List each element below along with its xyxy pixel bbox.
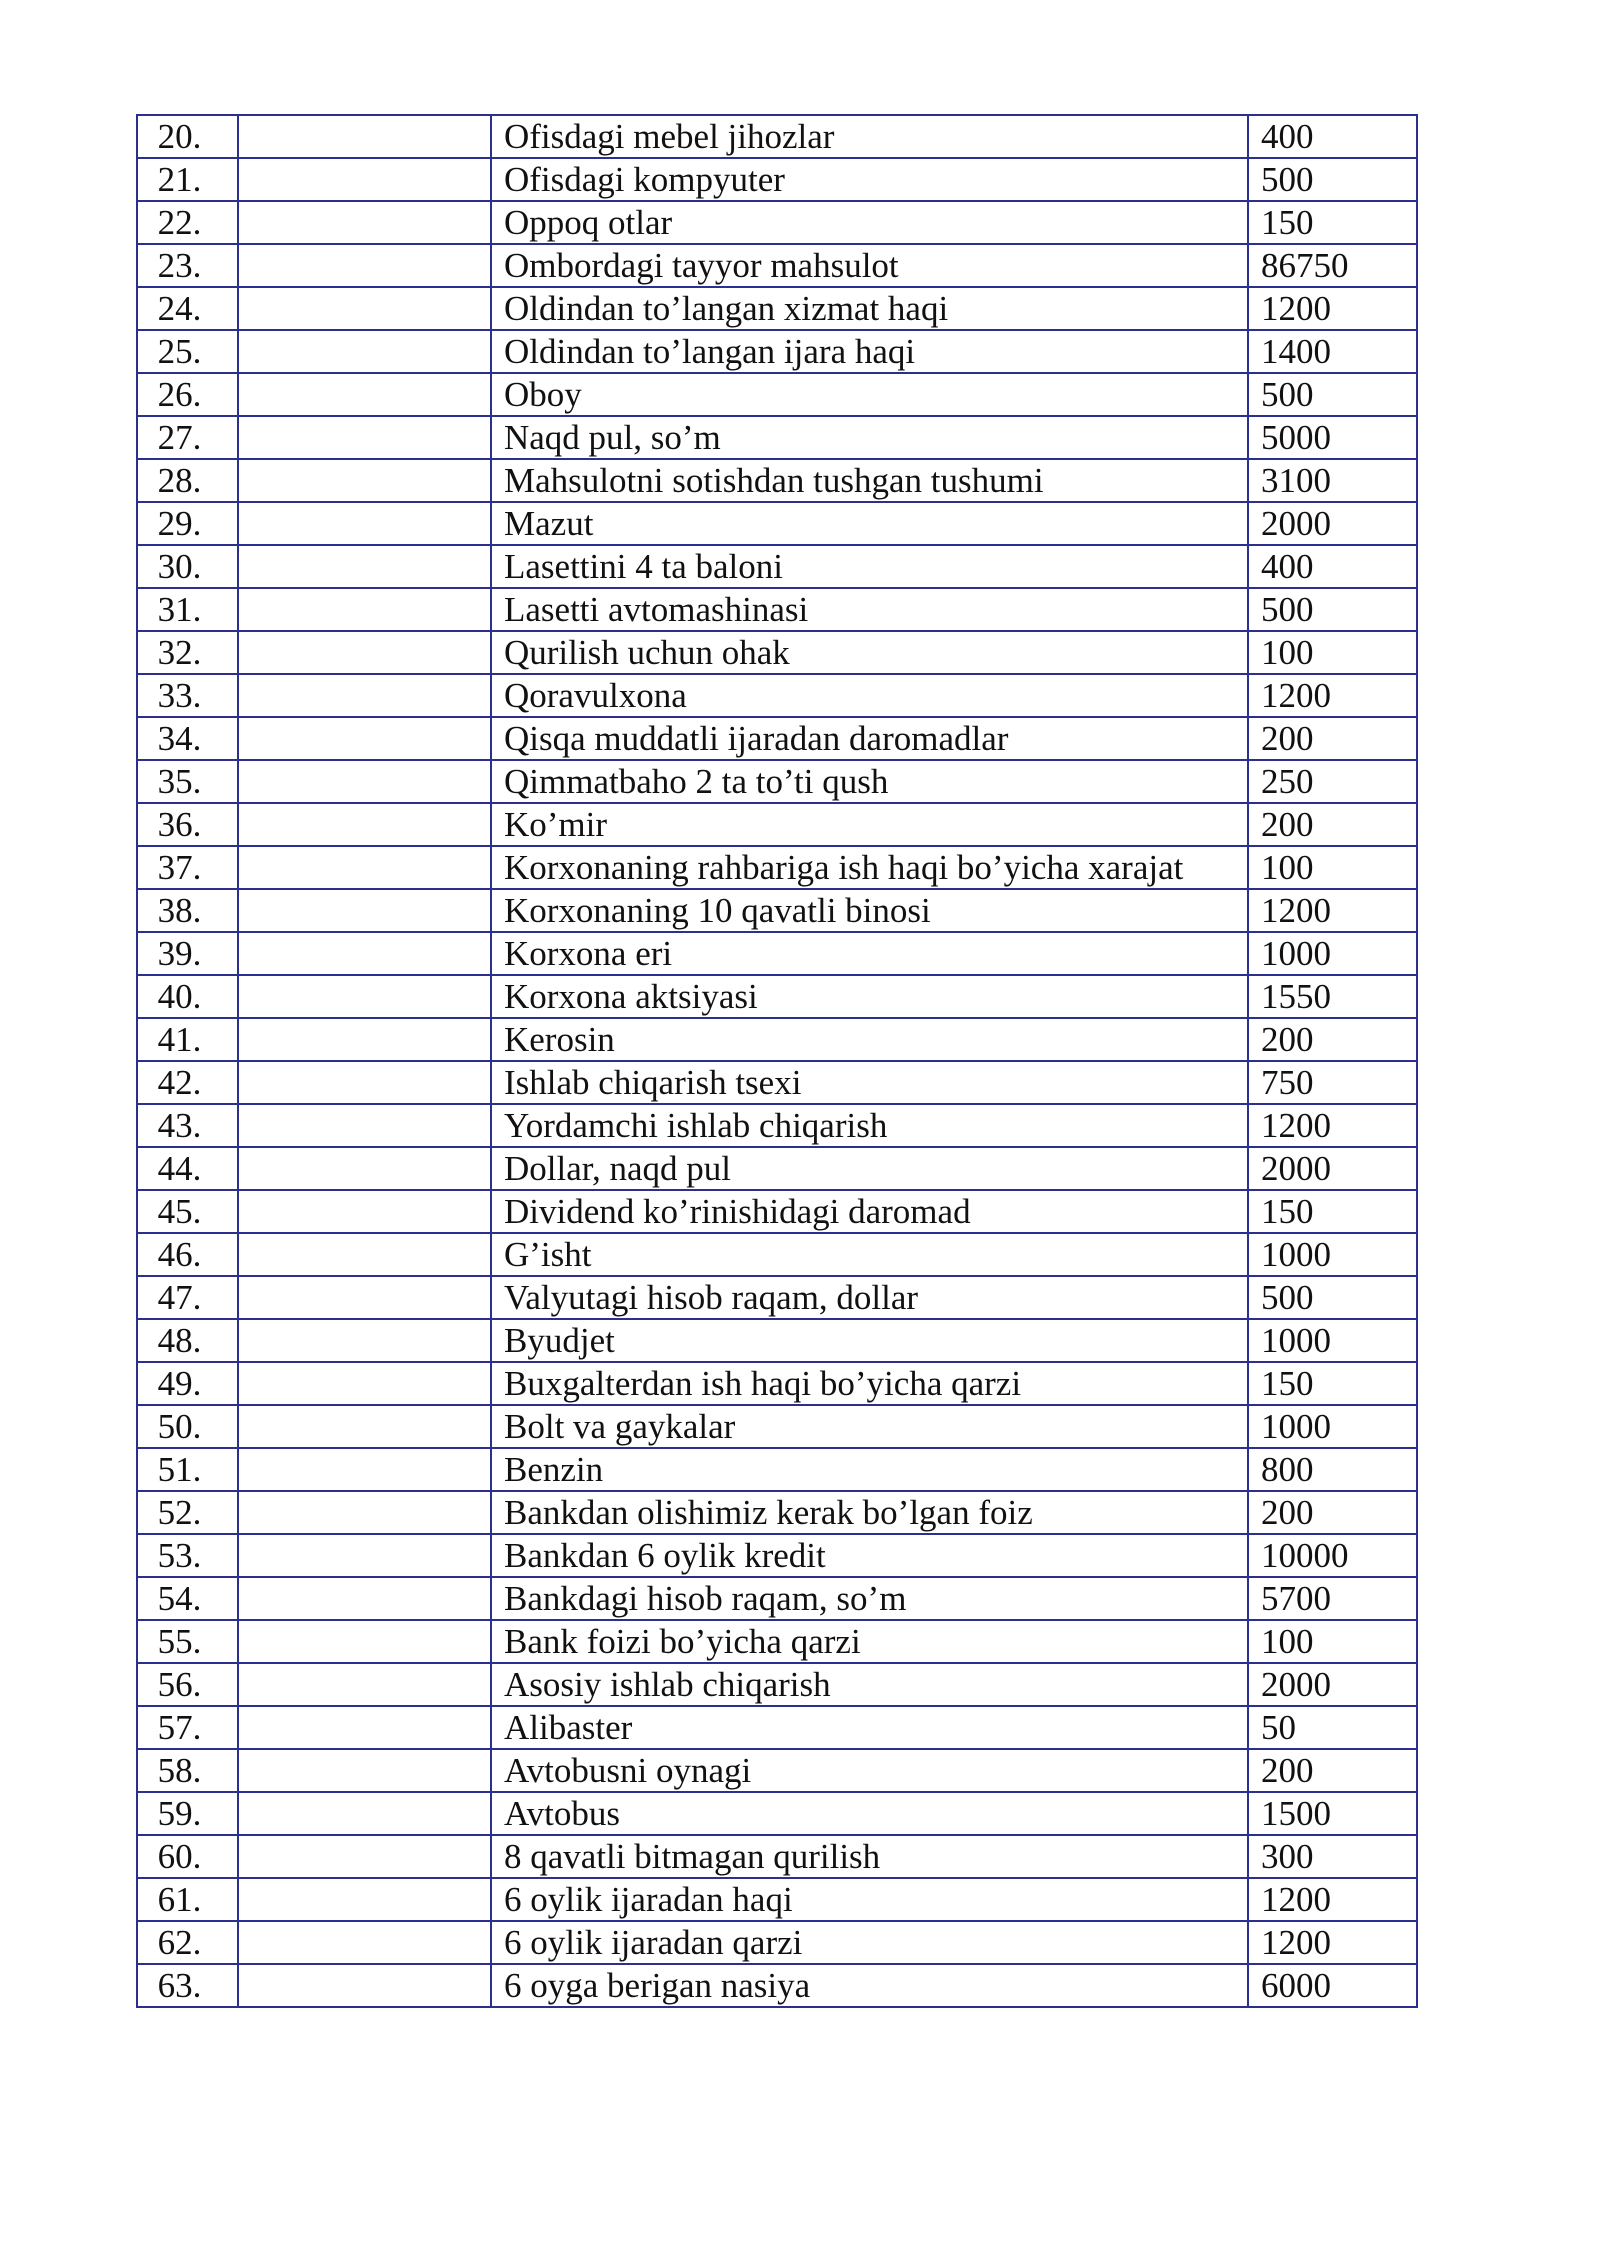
item-name: Bank foizi bo’yicha qarzi <box>491 1620 1248 1663</box>
item-name: 6 oylik ijaradan qarzi <box>491 1921 1248 1964</box>
empty-cell <box>238 1147 491 1190</box>
empty-cell <box>238 1061 491 1104</box>
row-number: 25. <box>137 330 238 373</box>
table-row <box>137 1749 1417 1792</box>
row-number: 29. <box>137 502 238 545</box>
table-row <box>137 373 1417 416</box>
empty-cell <box>238 201 491 244</box>
row-number: 53. <box>137 1534 238 1577</box>
table-row <box>137 1104 1417 1147</box>
table-row <box>137 1147 1417 1190</box>
item-name: Yordamchi ishlab chiqarish <box>491 1104 1248 1147</box>
row-number: 52. <box>137 1491 238 1534</box>
empty-cell <box>238 416 491 459</box>
item-name: Qisqa muddatli ijaradan daromadlar <box>491 717 1248 760</box>
table-row <box>137 1319 1417 1362</box>
empty-cell <box>238 1534 491 1577</box>
item-name: Byudjet <box>491 1319 1248 1362</box>
item-name: Oppoq otlar <box>491 201 1248 244</box>
table-row <box>137 1405 1417 1448</box>
table-row <box>137 1620 1417 1663</box>
item-name: Dollar, naqd pul <box>491 1147 1248 1190</box>
row-number: 33. <box>137 674 238 717</box>
empty-cell <box>238 459 491 502</box>
empty-cell <box>238 803 491 846</box>
table-row <box>137 1964 1417 2007</box>
row-number: 21. <box>137 158 238 201</box>
item-name: Oldindan to’langan xizmat haqi <box>491 287 1248 330</box>
item-value: 200 <box>1248 1491 1417 1534</box>
item-name: Avtobus <box>491 1792 1248 1835</box>
item-value: 1200 <box>1248 1878 1417 1921</box>
item-name: Dividend ko’rinishidagi daromad <box>491 1190 1248 1233</box>
row-number: 41. <box>137 1018 238 1061</box>
item-name: Qurilish uchun ohak <box>491 631 1248 674</box>
item-name: Valyutagi hisob raqam, dollar <box>491 1276 1248 1319</box>
empty-cell <box>238 1792 491 1835</box>
item-name: Kerosin <box>491 1018 1248 1061</box>
item-value: 2000 <box>1248 502 1417 545</box>
item-value: 2000 <box>1248 1663 1417 1706</box>
table-row <box>137 115 1417 158</box>
row-number: 58. <box>137 1749 238 1792</box>
row-number: 50. <box>137 1405 238 1448</box>
row-number: 43. <box>137 1104 238 1147</box>
item-value: 3100 <box>1248 459 1417 502</box>
items-table <box>136 114 1418 2008</box>
empty-cell <box>238 932 491 975</box>
item-value: 150 <box>1248 201 1417 244</box>
table-row <box>137 1878 1417 1921</box>
item-value: 1000 <box>1248 932 1417 975</box>
table-row <box>137 1706 1417 1749</box>
table-row <box>137 1362 1417 1405</box>
item-name: Oboy <box>491 373 1248 416</box>
item-name: Korxonaning 10 qavatli binosi <box>491 889 1248 932</box>
item-value: 1200 <box>1248 889 1417 932</box>
table-row <box>137 1835 1417 1878</box>
item-value: 1000 <box>1248 1405 1417 1448</box>
item-value: 5700 <box>1248 1577 1417 1620</box>
table-row <box>137 846 1417 889</box>
empty-cell <box>238 502 491 545</box>
empty-cell <box>238 631 491 674</box>
item-name: 8 qavatli bitmagan qurilish <box>491 1835 1248 1878</box>
empty-cell <box>238 1190 491 1233</box>
items-table-body <box>137 115 1417 2007</box>
item-value: 150 <box>1248 1362 1417 1405</box>
table-row <box>137 1921 1417 1964</box>
item-value: 500 <box>1248 373 1417 416</box>
item-value: 200 <box>1248 803 1417 846</box>
table-row <box>137 674 1417 717</box>
item-name: Benzin <box>491 1448 1248 1491</box>
item-value: 1200 <box>1248 1921 1417 1964</box>
table-row <box>137 631 1417 674</box>
row-number: 36. <box>137 803 238 846</box>
row-number: 31. <box>137 588 238 631</box>
item-value: 500 <box>1248 158 1417 201</box>
item-name: Oldindan to’langan ijara haqi <box>491 330 1248 373</box>
table-row <box>137 588 1417 631</box>
item-value: 100 <box>1248 631 1417 674</box>
row-number: 54. <box>137 1577 238 1620</box>
item-name: Alibaster <box>491 1706 1248 1749</box>
item-value: 1400 <box>1248 330 1417 373</box>
item-name: Bolt va gaykalar <box>491 1405 1248 1448</box>
empty-cell <box>238 674 491 717</box>
table-row <box>137 1792 1417 1835</box>
row-number: 63. <box>137 1964 238 2007</box>
empty-cell <box>238 1362 491 1405</box>
row-number: 49. <box>137 1362 238 1405</box>
item-value: 50 <box>1248 1706 1417 1749</box>
item-value: 100 <box>1248 1620 1417 1663</box>
item-value: 100 <box>1248 846 1417 889</box>
empty-cell <box>238 545 491 588</box>
item-value: 10000 <box>1248 1534 1417 1577</box>
item-value: 5000 <box>1248 416 1417 459</box>
empty-cell <box>238 373 491 416</box>
item-name: Ko’mir <box>491 803 1248 846</box>
empty-cell <box>238 1491 491 1534</box>
item-name: Lasetti avtomashinasi <box>491 588 1248 631</box>
empty-cell <box>238 889 491 932</box>
table-row <box>137 459 1417 502</box>
table-row <box>137 330 1417 373</box>
row-number: 45. <box>137 1190 238 1233</box>
item-name: Buxgalterdan ish haqi bo’yicha qarzi <box>491 1362 1248 1405</box>
row-number: 42. <box>137 1061 238 1104</box>
item-value: 1500 <box>1248 1792 1417 1835</box>
row-number: 26. <box>137 373 238 416</box>
empty-cell <box>238 1319 491 1362</box>
item-value: 1550 <box>1248 975 1417 1018</box>
item-value: 500 <box>1248 588 1417 631</box>
table-row <box>137 1577 1417 1620</box>
empty-cell <box>238 975 491 1018</box>
empty-cell <box>238 1835 491 1878</box>
table-row <box>137 932 1417 975</box>
empty-cell <box>238 846 491 889</box>
row-number: 51. <box>137 1448 238 1491</box>
item-value: 300 <box>1248 1835 1417 1878</box>
empty-cell <box>238 1706 491 1749</box>
table-row <box>137 1233 1417 1276</box>
item-name: Korxonaning rahbariga ish haqi bo’yicha xarajat <box>491 846 1248 889</box>
item-value: 1000 <box>1248 1319 1417 1362</box>
item-value: 200 <box>1248 717 1417 760</box>
empty-cell <box>238 158 491 201</box>
item-name: Ishlab chiqarish tsexi <box>491 1061 1248 1104</box>
table-row <box>137 1018 1417 1061</box>
item-name: Mahsulotni sotishdan tushgan tushumi <box>491 459 1248 502</box>
row-number: 28. <box>137 459 238 502</box>
item-value: 800 <box>1248 1448 1417 1491</box>
item-name: Lasettini 4 ta baloni <box>491 545 1248 588</box>
table-row <box>137 1276 1417 1319</box>
item-value: 86750 <box>1248 244 1417 287</box>
row-number: 24. <box>137 287 238 330</box>
item-name: Qoravulxona <box>491 674 1248 717</box>
table-row <box>137 287 1417 330</box>
item-name: Bankdan 6 oylik kredit <box>491 1534 1248 1577</box>
empty-cell <box>238 1233 491 1276</box>
table-row <box>137 717 1417 760</box>
empty-cell <box>238 1276 491 1319</box>
item-value: 400 <box>1248 115 1417 158</box>
row-number: 27. <box>137 416 238 459</box>
item-value: 1200 <box>1248 674 1417 717</box>
row-number: 61. <box>137 1878 238 1921</box>
empty-cell <box>238 1104 491 1147</box>
item-value: 200 <box>1248 1018 1417 1061</box>
table-row <box>137 416 1417 459</box>
table-row <box>137 1448 1417 1491</box>
empty-cell <box>238 1663 491 1706</box>
table-row <box>137 1663 1417 1706</box>
table-row <box>137 1190 1417 1233</box>
item-value: 6000 <box>1248 1964 1417 2007</box>
row-number: 35. <box>137 760 238 803</box>
table-row <box>137 1534 1417 1577</box>
item-name: 6 oylik ijaradan haqi <box>491 1878 1248 1921</box>
empty-cell <box>238 1620 491 1663</box>
item-value: 2000 <box>1248 1147 1417 1190</box>
item-value: 150 <box>1248 1190 1417 1233</box>
row-number: 59. <box>137 1792 238 1835</box>
empty-cell <box>238 1448 491 1491</box>
item-name: Korxona eri <box>491 932 1248 975</box>
item-value: 750 <box>1248 1061 1417 1104</box>
row-number: 23. <box>137 244 238 287</box>
row-number: 57. <box>137 1706 238 1749</box>
item-name: Avtobusni oynagi <box>491 1749 1248 1792</box>
item-name: Naqd pul, so’m <box>491 416 1248 459</box>
table-row <box>137 244 1417 287</box>
row-number: 47. <box>137 1276 238 1319</box>
item-name: G’isht <box>491 1233 1248 1276</box>
row-number: 32. <box>137 631 238 674</box>
row-number: 34. <box>137 717 238 760</box>
table-row <box>137 1491 1417 1534</box>
item-value: 500 <box>1248 1276 1417 1319</box>
table-row <box>137 201 1417 244</box>
row-number: 44. <box>137 1147 238 1190</box>
item-name: Ombordagi tayyor mahsulot <box>491 244 1248 287</box>
table-row <box>137 502 1417 545</box>
empty-cell <box>238 244 491 287</box>
item-value: 400 <box>1248 545 1417 588</box>
table-row <box>137 889 1417 932</box>
empty-cell <box>238 1577 491 1620</box>
empty-cell <box>238 330 491 373</box>
row-number: 62. <box>137 1921 238 1964</box>
row-number: 37. <box>137 846 238 889</box>
empty-cell <box>238 1018 491 1061</box>
table-row <box>137 975 1417 1018</box>
row-number: 39. <box>137 932 238 975</box>
empty-cell <box>238 1405 491 1448</box>
empty-cell <box>238 287 491 330</box>
empty-cell <box>238 588 491 631</box>
item-value: 250 <box>1248 760 1417 803</box>
row-number: 22. <box>137 201 238 244</box>
row-number: 48. <box>137 1319 238 1362</box>
row-number: 30. <box>137 545 238 588</box>
item-name: 6 oyga berigan nasiya <box>491 1964 1248 2007</box>
row-number: 46. <box>137 1233 238 1276</box>
table-row <box>137 545 1417 588</box>
row-number: 40. <box>137 975 238 1018</box>
empty-cell <box>238 1921 491 1964</box>
empty-cell <box>238 1749 491 1792</box>
table-row <box>137 803 1417 846</box>
item-value: 1200 <box>1248 1104 1417 1147</box>
table-row <box>137 1061 1417 1104</box>
empty-cell <box>238 115 491 158</box>
item-name: Ofisdagi kompyuter <box>491 158 1248 201</box>
table-row <box>137 760 1417 803</box>
item-value: 200 <box>1248 1749 1417 1792</box>
row-number: 60. <box>137 1835 238 1878</box>
item-value: 1000 <box>1248 1233 1417 1276</box>
item-value: 1200 <box>1248 287 1417 330</box>
item-name: Korxona aktsiyasi <box>491 975 1248 1018</box>
item-name: Asosiy ishlab chiqarish <box>491 1663 1248 1706</box>
row-number: 56. <box>137 1663 238 1706</box>
item-name: Ofisdagi mebel jihozlar <box>491 115 1248 158</box>
row-number: 55. <box>137 1620 238 1663</box>
table-row <box>137 158 1417 201</box>
item-name: Qimmatbaho 2 ta to’ti qush <box>491 760 1248 803</box>
empty-cell <box>238 1964 491 2007</box>
item-name: Mazut <box>491 502 1248 545</box>
row-number: 38. <box>137 889 238 932</box>
empty-cell <box>238 717 491 760</box>
empty-cell <box>238 760 491 803</box>
item-name: Bankdagi hisob raqam, so’m <box>491 1577 1248 1620</box>
item-name: Bankdan olishimiz kerak bo’lgan foiz <box>491 1491 1248 1534</box>
empty-cell <box>238 1878 491 1921</box>
row-number: 20. <box>137 115 238 158</box>
